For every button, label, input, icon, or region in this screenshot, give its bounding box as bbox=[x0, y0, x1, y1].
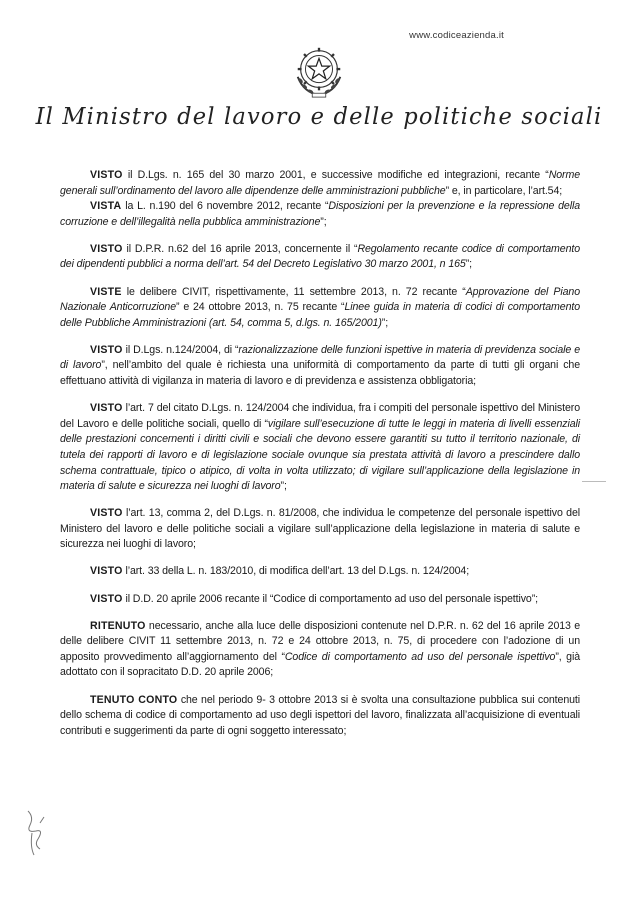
website-url: www.codiceazienda.it bbox=[409, 30, 504, 41]
margin-mark bbox=[582, 480, 606, 483]
paragraph-viste-delibere-civit: VISTE le delibere CIVIT, rispettivamente, 11 settembre 2013, n. 72 recante “Approvazione del Piano Nazionale Anticorruzione” e 24 ottobre 2013, n. 75 recante “Linee guida in materia di codici di comportamento delle Pubbliche Amministrazioni (art. 54, comma 5, d.lgs. n. 165/2001)”; bbox=[60, 285, 581, 329]
italian-republic-emblem-icon bbox=[290, 42, 348, 100]
paragraph-ritenuto: RITENUTO necessario, anche alla luce delle disposizioni contenute nel D.P.R. n. 62 del 16 aprile 2013 e delle delibere CIVIT 11 settembre 2013, n. 72 e 24 ottobre 2013, n. 75, di procedere con l’adozione di un apposito provvedimento all’aggiornamento del “Codice di comportamento ad uso del personale ispettivo”, già adottato con il sopracitato D.D. 20 aprile 2006; bbox=[60, 619, 580, 679]
document-heading: Il Ministro del lavoro e delle politiche sociali bbox=[35, 104, 603, 130]
paragraph-tenuto-conto: TENUTO CONTO che nel periodo 9- 3 ottobre 2013 si è svolta una consultazione pubblica sui contenuti dello schema di codice di comportamento ad uso degli ispettori del lavoro, finalizzata all’acquisizione di eventuali contributi e suggerimenti da parte di ogni soggetto interessato; bbox=[60, 693, 580, 737]
paragraph-visto-art-13: VISTO l’art. 13, comma 2, del D.Lgs. n. 81/2008, che individua le competenze del personale ispettivo del Ministero del lavoro e delle politiche sociali a vigilare sull’applicazione della legislazione in materia di salute e sicurezza nei luoghi di lavoro; bbox=[60, 507, 580, 551]
paragraph-visto-dd-2006: VISTO il D.D. 20 aprile 2006 recante il “Codice di comportamento ad uso del personale ispettivo”; bbox=[90, 592, 538, 605]
paragraph-vista-legge-190: VISTA la L. n.190 del 6 novembre 2012, recante “Disposizioni per la prevenzione e la repressione della corruzione e dell’illegalità nella pubblica amministrazione”; bbox=[60, 200, 581, 228]
paragraph-visto-art-7: VISTO l’art. 7 del citato D.Lgs. n. 124/2004 che individua, fra i compiti del personale ispettivo del Ministero del Lavoro e delle politiche sociali, quello di “vigilare sull’esecuzione di tutte le leggi in materia di livelli essenziali delle prestazioni concernenti i diritti civili e sociali che devono essere garantiti su tutto il territorio nazionale, di tutela dei rapporti di lavoro e di legislazione sociale ovunque sia prestata attività di lavoro a prescindere dallo schema contrattuale, tipico o atipico, di volta in volta utilizzato; di vigilare sull’applicazione della legislazione in materia di salute e sicurezza nei luoghi di lavoro”; bbox=[60, 402, 580, 493]
initials-signature-icon bbox=[18, 803, 54, 859]
paragraph-visto-dlgs-124: VISTO il D.Lgs. n.124/2004, di “razionalizzazione delle funzioni ispettive in materia di previdenza sociale e di lavoro”, nell’ambito del quale è richiesta una uniformità di comportamento da parte di tutti gli organi che effettuano attività di vigilanza in materia di lavoro e di previdenza e assistenza obbligatoria; bbox=[60, 343, 581, 388]
document-body bbox=[60, 168, 580, 751]
paragraph-visto-dpr-62: VISTO il D.P.R. n.62 del 16 aprile 2013, concernente il “Regolamento recante codice di comportamento dei dipendenti pubblici a norma dell’art. 54 del Decreto Legislativo 30 marzo 2001, n 165”; bbox=[60, 242, 580, 271]
paragraph-visto-art-33: VISTO l’art. 33 della L. n. 183/2010, di modifica dell’art. 13 del D.Lgs. n. 124/2004; bbox=[90, 565, 470, 578]
paragraph-visto-dlgs-165: VISTO il D.Lgs. n. 165 del 30 marzo 2001, e successive modifiche ed integrazioni, recante “Norme generali sull’ordinamento del lavoro alle dipendenze delle amministrazioni pubbliche” e, in particolare, l’art.54; bbox=[60, 169, 580, 197]
